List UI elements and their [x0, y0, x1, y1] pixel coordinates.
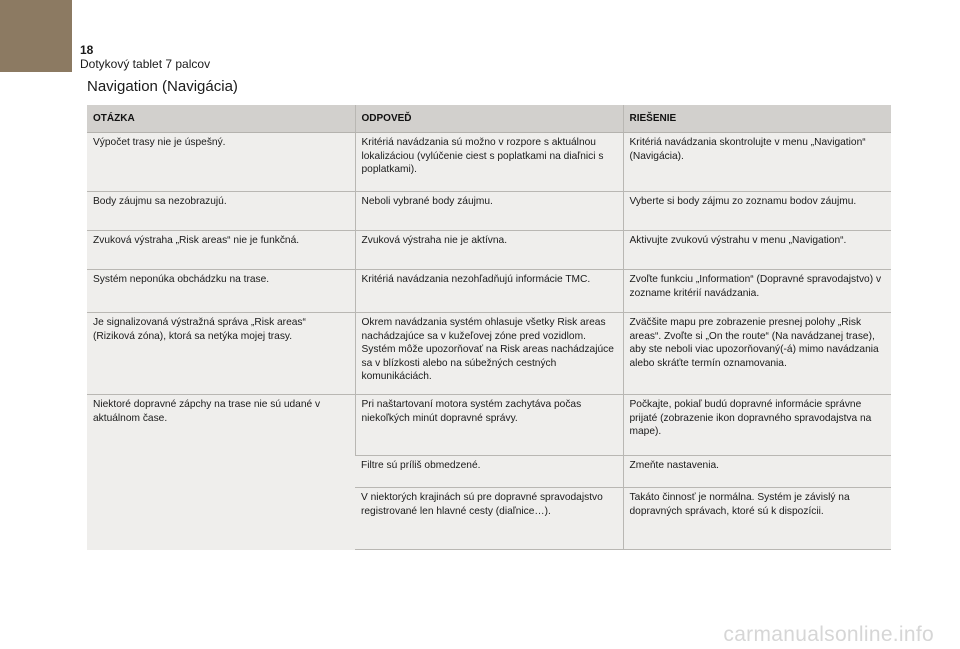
- table-row: [87, 270, 891, 313]
- answer-cell: Kritériá navádzania nezohľadňujú informácie TMC.: [355, 270, 623, 313]
- question-cell: Výpočet trasy nie je úspešný.: [87, 133, 355, 192]
- answer-cell: Pri naštartovaní motora systém zachytáva počas niekoľkých minút dopravné správy.: [355, 395, 623, 456]
- table-header-row: [87, 105, 891, 133]
- solution-cell: Počkajte, pokiaľ budú dopravné informácie správne prijaté (zobrazenie ikon dopravného spravodajstva na mape).: [623, 395, 891, 456]
- question-cell: Body záujmu sa nezobrazujú.: [87, 192, 355, 231]
- column-header-question: OTÁZKA: [87, 105, 355, 133]
- solution-cell: Zvoľte funkciu „Information“ (Dopravné spravodajstvo) v zozname kritérií navádzania.: [623, 270, 891, 313]
- answer-cell: Okrem navádzania systém ohlasuje všetky Risk areas nachádzajúce sa v kužeľovej zóne pred vozidlom. Systém môže upozorňovať na Risk areas nachádzajúce sa v blízkosti alebo na súbežných cestných komunikáciách.: [355, 313, 623, 395]
- solution-cell: Kritériá navádzania skontrolujte v menu „Navigation“ (Navigácia).: [623, 133, 891, 192]
- troubleshooting-table: [87, 105, 891, 550]
- page-number: 18: [80, 43, 94, 57]
- answer-cell: Kritériá navádzania sú možno v rozpore s aktuálnou lokalizáciou (vylúčenie ciest s poplatkami na diaľnici s poplatkami).: [355, 133, 623, 192]
- watermark: carmanualsonline.info: [723, 623, 934, 646]
- answer-cell: V niektorých krajinách sú pre dopravné spravodajstvo registrované len hlavné cesty (diaľnice…).: [355, 488, 623, 550]
- solution-cell: Zmeňte nastavenia.: [623, 456, 891, 488]
- question-cell: Je signalizovaná výstražná správa „Risk areas“ (Riziková zóna), ktorá sa netýka mojej trasy.: [87, 313, 355, 395]
- answer-cell: Filtre sú príliš obmedzené.: [355, 456, 623, 488]
- column-header-answer: ODPOVEĎ: [355, 105, 623, 133]
- solution-cell: Vyberte si body zájmu zo zoznamu bodov záujmu.: [623, 192, 891, 231]
- answer-cell: Zvuková výstraha nie je aktívna.: [355, 231, 623, 270]
- answer-cell: Neboli vybrané body záujmu.: [355, 192, 623, 231]
- table-row: [87, 395, 891, 456]
- solution-cell: Zväčšite mapu pre zobrazenie presnej polohy „Risk areas“. Zvoľte si „On the route“ (Na navádzanej trase), aby ste neboli viac upozorňovaný(-á) mimo navádzania alebo skráťte termín oznamovania.: [623, 313, 891, 395]
- question-cell: Niektoré dopravné zápchy na trase nie sú udané v aktuálnom čase.: [87, 395, 355, 550]
- table-row: [87, 313, 891, 395]
- corner-color-block: [0, 0, 72, 72]
- table-row: [87, 133, 891, 192]
- solution-cell: Takáto činnosť je normálna. Systém je závislý na dopravných správach, ktoré sú k dispozícii.: [623, 488, 891, 550]
- column-header-solution: RIEŠENIE: [623, 105, 891, 133]
- page-subtitle: Dotykový tablet 7 palcov: [80, 57, 211, 71]
- solution-cell: Aktivujte zvukovú výstrahu v menu „Navigation“.: [623, 231, 891, 270]
- question-cell: Systém neponúka obchádzku na trase.: [87, 270, 355, 313]
- question-cell: Zvuková výstraha „Risk areas“ nie je funkčná.: [87, 231, 355, 270]
- table-row: [87, 192, 891, 231]
- section-title: Navigation (Navigácia): [87, 78, 238, 95]
- table-row: [87, 231, 891, 270]
